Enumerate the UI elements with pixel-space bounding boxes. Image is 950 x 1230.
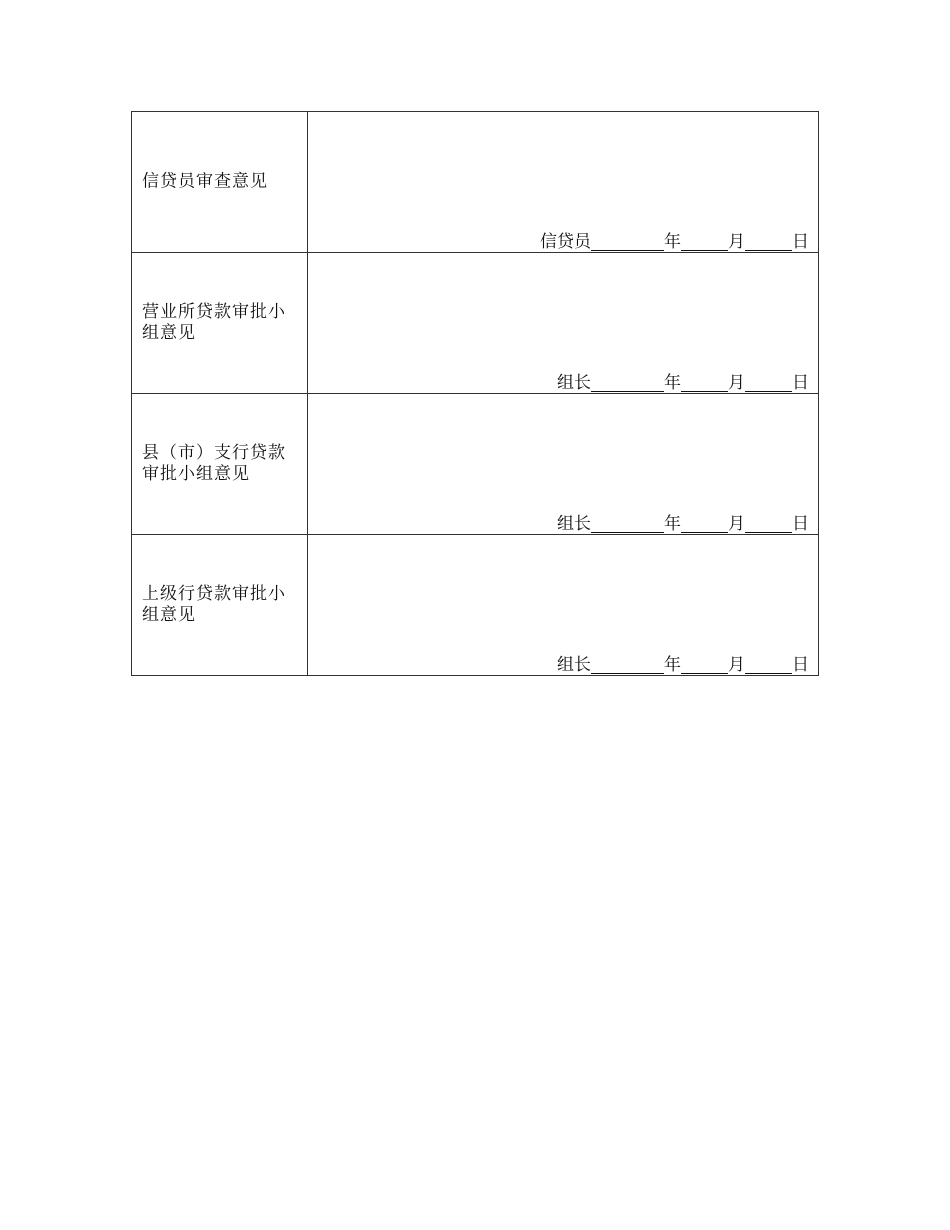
label-cell xyxy=(132,253,308,394)
signature-line xyxy=(557,514,809,534)
table-row-branch-office xyxy=(132,253,819,394)
signature-line xyxy=(540,232,809,252)
signer-label: 组长 xyxy=(557,655,591,675)
signature-line xyxy=(557,655,809,675)
month-label: 月 xyxy=(728,655,745,675)
label-cell xyxy=(132,535,308,676)
table-row-county-branch xyxy=(132,394,819,535)
approval-opinion-table xyxy=(131,111,819,676)
day-blank[interactable] xyxy=(745,374,792,392)
month-label: 月 xyxy=(728,373,745,393)
table-row-credit-officer xyxy=(132,112,819,253)
year-label: 年 xyxy=(664,373,681,393)
day-label: 日 xyxy=(792,232,809,252)
opinion-cell-credit-officer[interactable] xyxy=(308,112,819,253)
opinion-cell-county-branch[interactable] xyxy=(308,394,819,535)
signer-blank[interactable] xyxy=(591,374,664,392)
day-label: 日 xyxy=(792,655,809,675)
table-row-superior-bank xyxy=(132,535,819,676)
signer-blank[interactable] xyxy=(591,233,664,251)
month-blank[interactable] xyxy=(681,374,728,392)
label-cell xyxy=(132,394,308,535)
month-blank[interactable] xyxy=(681,515,728,533)
opinion-cell-branch-office[interactable] xyxy=(308,253,819,394)
month-blank[interactable] xyxy=(681,233,728,251)
row-label-branch-office: 营业所贷款审批小组意见 xyxy=(142,302,286,343)
signer-label: 组长 xyxy=(557,373,591,393)
signer-label: 信贷员 xyxy=(540,232,591,252)
day-blank[interactable] xyxy=(745,656,792,674)
year-label: 年 xyxy=(664,514,681,534)
year-label: 年 xyxy=(664,655,681,675)
day-label: 日 xyxy=(792,373,809,393)
signer-label: 组长 xyxy=(557,514,591,534)
month-label: 月 xyxy=(728,514,745,534)
label-cell xyxy=(132,112,308,253)
row-label-credit-officer: 信贷员审查意见 xyxy=(142,171,268,192)
day-blank[interactable] xyxy=(745,233,792,251)
row-label-county-branch: 县（市）支行贷款审批小组意见 xyxy=(142,443,286,484)
signer-blank[interactable] xyxy=(591,656,664,674)
day-label: 日 xyxy=(792,514,809,534)
month-label: 月 xyxy=(728,232,745,252)
row-label-superior-bank: 上级行贷款审批小组意见 xyxy=(142,584,286,625)
year-label: 年 xyxy=(664,232,681,252)
signer-blank[interactable] xyxy=(591,515,664,533)
day-blank[interactable] xyxy=(745,515,792,533)
month-blank[interactable] xyxy=(681,656,728,674)
signature-line xyxy=(557,373,809,393)
opinion-cell-superior-bank[interactable] xyxy=(308,535,819,676)
